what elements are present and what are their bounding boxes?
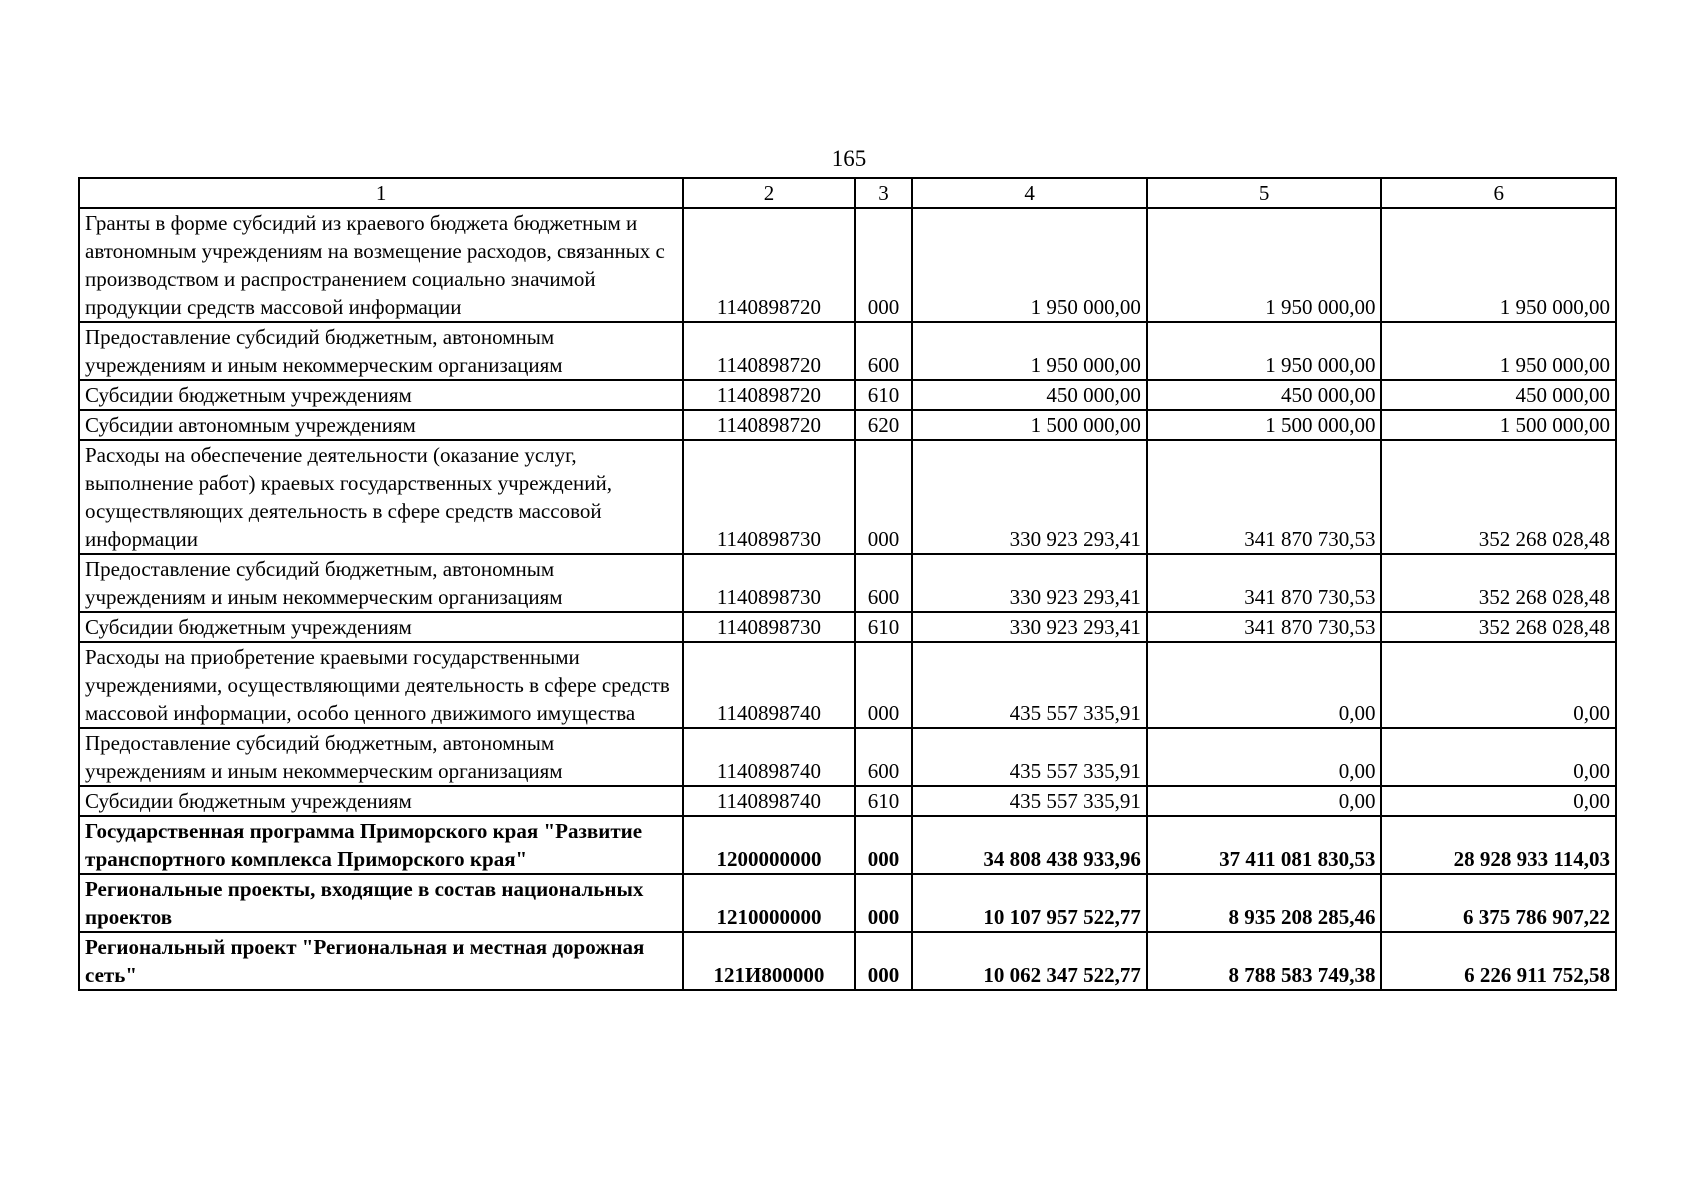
- target-code: 1140898720: [683, 410, 854, 440]
- amount-col-4: 330 923 293,41: [912, 612, 1147, 642]
- target-code: 1140898740: [683, 642, 854, 728]
- table-row: [79, 410, 1616, 440]
- table-row: [79, 728, 1616, 786]
- table-body: [79, 208, 1616, 990]
- item-name: Субсидии автономным учреждениям: [79, 410, 683, 440]
- amount-col-5: 341 870 730,53: [1147, 612, 1382, 642]
- expense-type: 000: [855, 932, 913, 990]
- amount-col-6: 450 000,00: [1381, 380, 1616, 410]
- target-code: 1140898730: [683, 612, 854, 642]
- column-header: 5: [1147, 178, 1382, 208]
- amount-col-5: 1 950 000,00: [1147, 322, 1382, 380]
- amount-col-4: 1 500 000,00: [912, 410, 1147, 440]
- table-row: [79, 554, 1616, 612]
- amount-col-6: 0,00: [1381, 642, 1616, 728]
- column-header: 1: [79, 178, 683, 208]
- column-header: 2: [683, 178, 854, 208]
- target-code: 1200000000: [683, 816, 854, 874]
- item-name: Гранты в форме субсидий из краевого бюджета бюджетным и автономным учреждениям на возмещение расходов, связанных с производством и распространением социально значимой продукции средств массовой информации: [79, 208, 683, 322]
- table-row: [79, 380, 1616, 410]
- table-row-program: [79, 874, 1616, 932]
- target-code: 121И800000: [683, 932, 854, 990]
- item-name: Предоставление субсидий бюджетным, автономным учреждениям и иным некоммерческим организациям: [79, 554, 683, 612]
- target-code: 1140898730: [683, 554, 854, 612]
- amount-col-6: 1 950 000,00: [1381, 322, 1616, 380]
- item-name: Предоставление субсидий бюджетным, автономным учреждениям и иным некоммерческим организациям: [79, 728, 683, 786]
- amount-col-5: 8 788 583 749,38: [1147, 932, 1382, 990]
- amount-col-4: 450 000,00: [912, 380, 1147, 410]
- expense-type: 000: [855, 642, 913, 728]
- table-row: [79, 786, 1616, 816]
- page-number: 165: [831, 146, 867, 171]
- expense-type: 000: [855, 440, 913, 554]
- amount-col-4: 1 950 000,00: [912, 322, 1147, 380]
- amount-col-6: 1 500 000,00: [1381, 410, 1616, 440]
- expense-type: 610: [855, 612, 913, 642]
- item-name: Государственная программа Приморского края "Развитие транспортного комплекса Приморского края": [79, 816, 683, 874]
- amount-col-4: 330 923 293,41: [912, 440, 1147, 554]
- table-row: [79, 208, 1616, 322]
- amount-col-6: 6 375 786 907,22: [1381, 874, 1616, 932]
- amount-col-5: 341 870 730,53: [1147, 554, 1382, 612]
- amount-col-4: 435 557 335,91: [912, 642, 1147, 728]
- target-code: 1140898720: [683, 380, 854, 410]
- table-row: [79, 642, 1616, 728]
- amount-col-4: 435 557 335,91: [912, 786, 1147, 816]
- target-code: 1140898740: [683, 786, 854, 816]
- table-row-program: [79, 816, 1616, 874]
- amount-col-5: 1 950 000,00: [1147, 208, 1382, 322]
- item-name: Субсидии бюджетным учреждениям: [79, 786, 683, 816]
- item-name: Региональный проект "Региональная и местная дорожная сеть": [79, 932, 683, 990]
- amount-col-4: 330 923 293,41: [912, 554, 1147, 612]
- expense-type: 600: [855, 554, 913, 612]
- target-code: 1140898730: [683, 440, 854, 554]
- expense-type: 000: [855, 874, 913, 932]
- target-code: 1140898720: [683, 322, 854, 380]
- amount-col-4: 1 950 000,00: [912, 208, 1147, 322]
- amount-col-6: 1 950 000,00: [1381, 208, 1616, 322]
- amount-col-6: 352 268 028,48: [1381, 612, 1616, 642]
- item-name: Расходы на приобретение краевыми государственными учреждениями, осуществляющими деятельность в сфере средств массовой информации, особо ценного движимого имущества: [79, 642, 683, 728]
- amount-col-5: 450 000,00: [1147, 380, 1382, 410]
- header-row: [79, 178, 1616, 208]
- column-header: 6: [1381, 178, 1616, 208]
- target-code: 1140898720: [683, 208, 854, 322]
- amount-col-5: 0,00: [1147, 728, 1382, 786]
- amount-col-5: 37 411 081 830,53: [1147, 816, 1382, 874]
- item-name: Расходы на обеспечение деятельности (оказание услуг, выполнение работ) краевых государственных учреждений, осуществляющих деятельность в сфере средств массовой информации: [79, 440, 683, 554]
- target-code: 1140898740: [683, 728, 854, 786]
- amount-col-6: 28 928 933 114,03: [1381, 816, 1616, 874]
- amount-col-6: 0,00: [1381, 728, 1616, 786]
- table-row: [79, 440, 1616, 554]
- amount-col-5: 0,00: [1147, 786, 1382, 816]
- expense-type: 000: [855, 208, 913, 322]
- table-row: [79, 322, 1616, 380]
- amount-col-5: 1 500 000,00: [1147, 410, 1382, 440]
- item-name: Субсидии бюджетным учреждениям: [79, 380, 683, 410]
- table-row: [79, 612, 1616, 642]
- amount-col-5: 341 870 730,53: [1147, 440, 1382, 554]
- expense-type: 600: [855, 322, 913, 380]
- expense-type: 610: [855, 786, 913, 816]
- amount-col-6: 352 268 028,48: [1381, 440, 1616, 554]
- column-header: 4: [912, 178, 1147, 208]
- amount-col-4: 10 107 957 522,77: [912, 874, 1147, 932]
- budget-table: [78, 177, 1617, 991]
- column-header: 3: [855, 178, 913, 208]
- item-name: Предоставление субсидий бюджетным, автономным учреждениям и иным некоммерческим организациям: [79, 322, 683, 380]
- amount-col-4: 34 808 438 933,96: [912, 816, 1147, 874]
- table-row-program: [79, 932, 1616, 990]
- amount-col-5: 0,00: [1147, 642, 1382, 728]
- target-code: 1210000000: [683, 874, 854, 932]
- amount-col-6: 6 226 911 752,58: [1381, 932, 1616, 990]
- expense-type: 600: [855, 728, 913, 786]
- expense-type: 620: [855, 410, 913, 440]
- amount-col-5: 8 935 208 285,46: [1147, 874, 1382, 932]
- item-name: Субсидии бюджетным учреждениям: [79, 612, 683, 642]
- expense-type: 000: [855, 816, 913, 874]
- item-name: Региональные проекты, входящие в состав национальных проектов: [79, 874, 683, 932]
- expense-type: 610: [855, 380, 913, 410]
- amount-col-4: 10 062 347 522,77: [912, 932, 1147, 990]
- amount-col-4: 435 557 335,91: [912, 728, 1147, 786]
- amount-col-6: 352 268 028,48: [1381, 554, 1616, 612]
- amount-col-6: 0,00: [1381, 786, 1616, 816]
